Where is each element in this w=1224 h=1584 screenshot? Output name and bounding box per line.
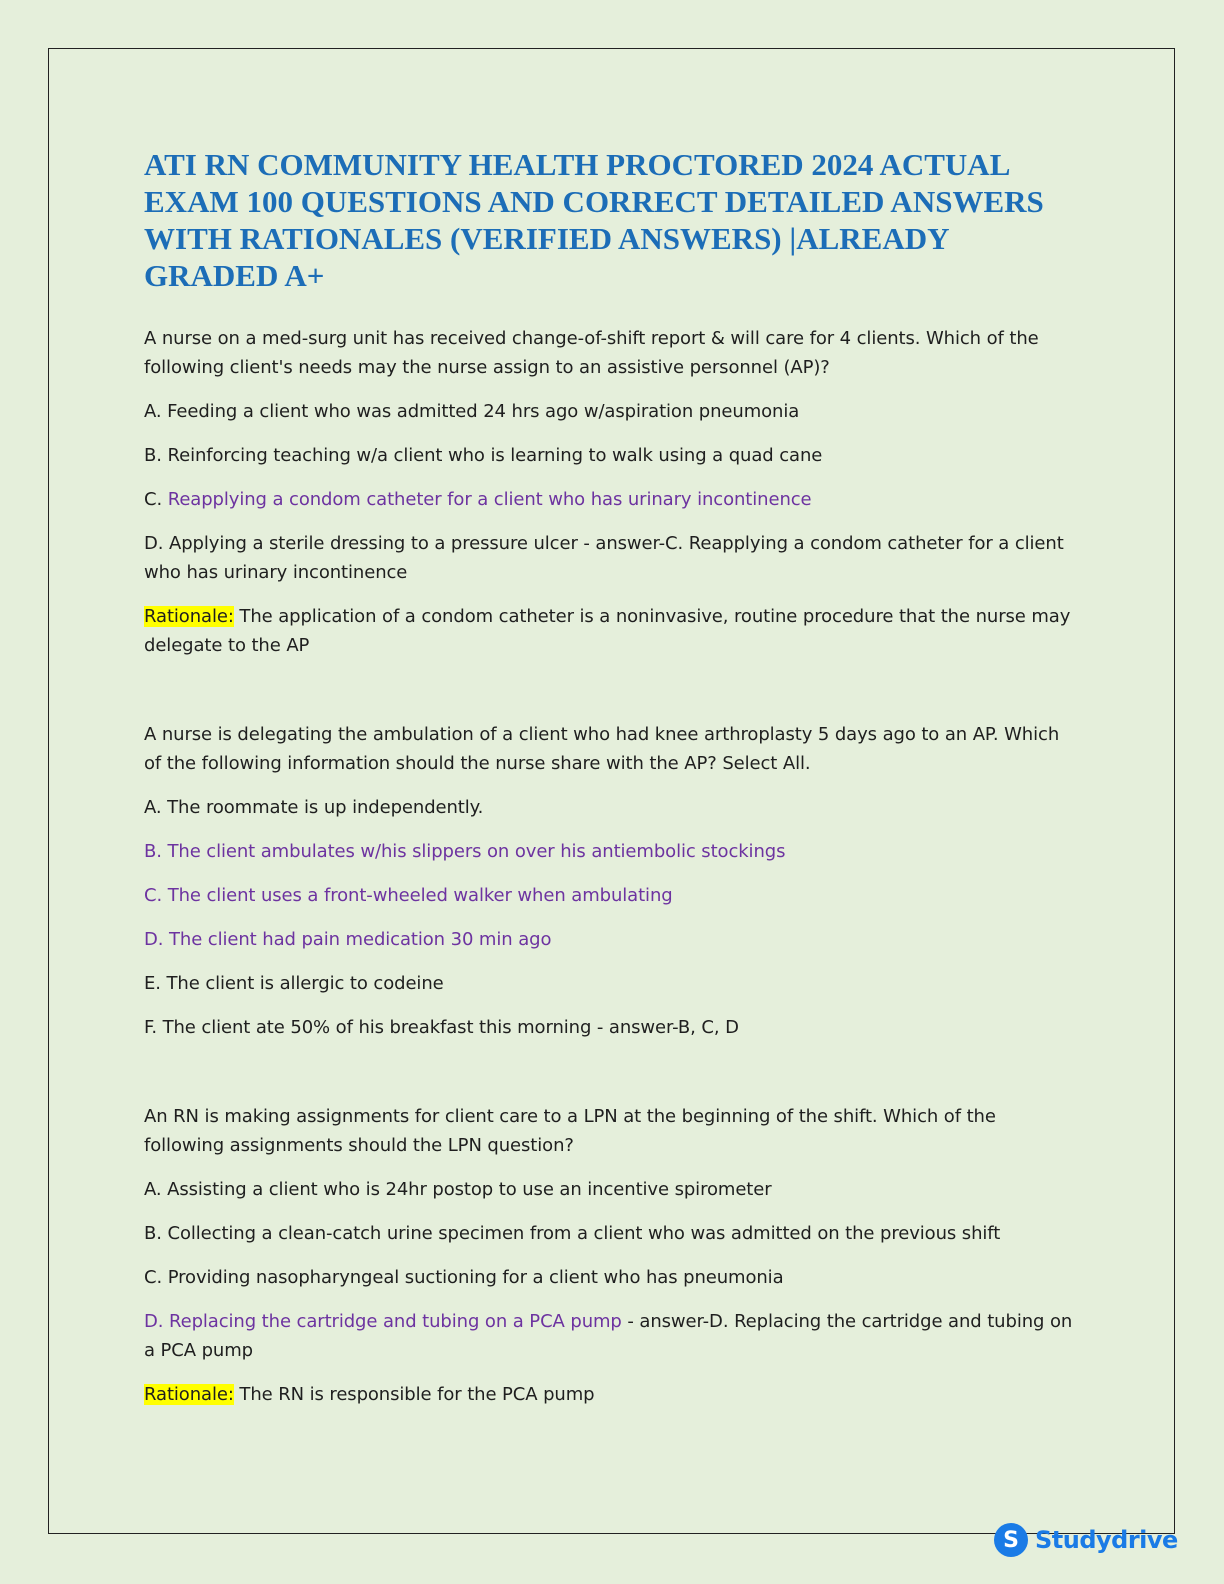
rationale-label: Rationale: xyxy=(144,606,234,627)
studydrive-logo-text: Studydrive xyxy=(1035,1526,1178,1554)
option-c: C. Providing nasopharyngeal suctioning for a client who has pneumonia xyxy=(144,1267,784,1288)
correct-option-text: D. Replacing the cartridge and tubing on a PCA pump xyxy=(144,1311,622,1332)
document-body xyxy=(144,146,1079,1424)
question-stem: An RN is making assignments for client care to a LPN at the beginning of the shift. Which of the following assignments should the LPN question? xyxy=(144,1106,996,1156)
studydrive-logo[interactable] xyxy=(994,1520,1178,1560)
correct-option-text: Reapplying a condom catheter for a client who has urinary incontinence xyxy=(167,489,812,510)
rationale-text: The RN is responsible for the PCA pump xyxy=(233,1384,595,1405)
rationale xyxy=(144,1380,1079,1409)
option-a: A. Feeding a client who was admitted 24 hrs ago w/aspiration pneumonia xyxy=(144,401,800,422)
rationale xyxy=(144,602,1079,660)
studydrive-logo-icon: S xyxy=(994,1523,1028,1557)
rationale-text: The application of a condom catheter is a noninvasive, routine procedure that the nurse may delegate to the AP xyxy=(144,606,1071,656)
option-b: B. Reinforcing teaching w/a client who is learning to walk using a quad cane xyxy=(144,445,823,466)
question-1 xyxy=(144,324,1079,660)
question-3 xyxy=(144,1102,1079,1409)
option-d xyxy=(144,1307,1079,1365)
option-d: D. Applying a sterile dressing to a pressure ulcer - answer-C. Reapplying a condom catheter for a client who has urinary incontinence xyxy=(144,533,1064,583)
option-d-correct: D. The client had pain medication 30 min ago xyxy=(144,929,552,950)
option-a: A. Assisting a client who is 24hr postop to use an incentive spirometer xyxy=(144,1179,772,1200)
document-title: ATI RN COMMUNITY HEALTH PROCTORED 2024 ACTUAL EXAM 100 QUESTIONS AND CORRECT DETAILED ANSWERS WITH RATIONALES (VERIFIED ANSWERS) |ALREADY GRADED A+ xyxy=(144,147,1044,293)
option-a: A. The roommate is up independently. xyxy=(144,797,484,818)
question-stem: A nurse on a med-surg unit has received change-of-shift report & will care for 4 clients. Which of the following client's needs may the nurse assign to an assistive personnel (AP)? xyxy=(144,328,1039,378)
rationale-label: Rationale: xyxy=(144,1384,234,1405)
option-letter: C. xyxy=(144,489,168,510)
question-2 xyxy=(144,720,1079,1042)
option-b: B. Collecting a clean-catch urine specimen from a client who was admitted on the previous shift xyxy=(144,1223,1001,1244)
option-e: E. The client is allergic to codeine xyxy=(144,973,444,994)
answer-text: - answer-D. Replacing the cartridge and tubing on a PCA pump xyxy=(144,1311,1073,1361)
option-b-correct: B. The client ambulates w/his slippers on over his antiembolic stockings xyxy=(144,841,786,862)
option-c xyxy=(144,485,1079,514)
option-c-correct: C. The client uses a front-wheeled walker when ambulating xyxy=(144,885,673,906)
option-f: F. The client ate 50% of his breakfast this morning - answer-B, C, D xyxy=(144,1017,739,1038)
question-stem: A nurse is delegating the ambulation of a client who had knee arthroplasty 5 days ago to an AP. Which of the following information should the nurse share with the AP? Select All. xyxy=(144,724,1060,774)
